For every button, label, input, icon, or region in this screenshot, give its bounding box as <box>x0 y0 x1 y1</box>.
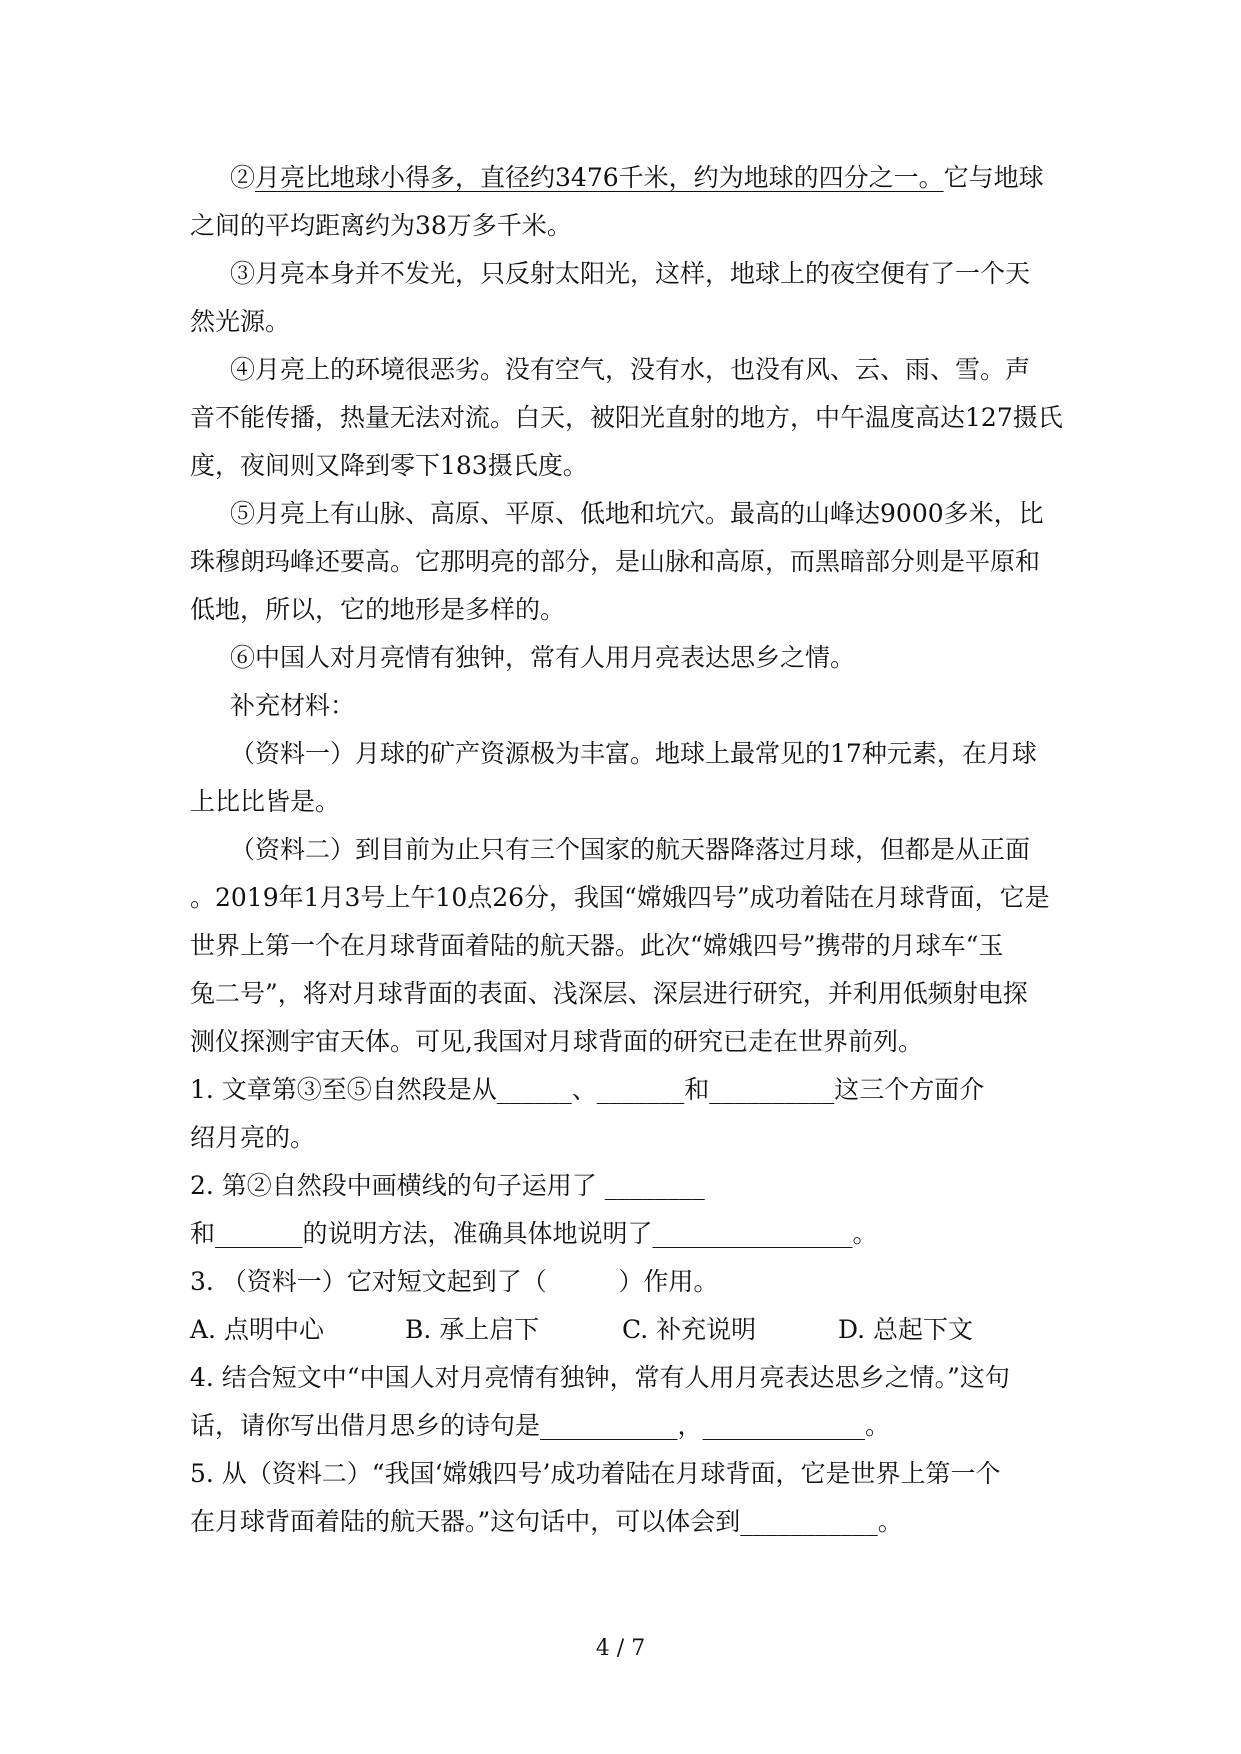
paragraph-2-line-2: 之间的平均距离约为38万多千米。 <box>190 211 572 240</box>
page-number: 4 / 7 <box>595 1636 646 1661</box>
question-3-option-b: B. 承上启下 <box>405 1315 540 1344</box>
question-2-line-2: 和_______的说明方法，准确具体地说明了________________。 <box>190 1219 878 1248</box>
paragraph-4-line-3: 度，夜间则又降到零下183摄氏度。 <box>190 451 588 480</box>
paragraph-4-line-1: ④月亮上的环境很恶劣。没有空气，没有水，也没有风、云、雨、雪。声 <box>230 355 1031 384</box>
material-1-line-1: （资料一）月球的矿产资源极为丰富。地球上最常见的17种元素，在月球 <box>230 739 1037 768</box>
paragraph-4-line-2: 音不能传播，热量无法对流。白天，被阳光直射的地方，中午温度高达127摄氏 <box>190 403 1063 432</box>
paragraph-5-line-1: ⑤月亮上有山脉、高原、平原、低地和坑穴。最高的山峰达9000多米，比 <box>230 499 1044 528</box>
question-4-line-1: 4. 结合短文中“中国人对月亮情有独钟，常有人用月亮表达思乡之情。”这句 <box>190 1363 1010 1392</box>
paragraph-3-line-2: 然光源。 <box>190 307 291 336</box>
question-5-line-1: 5. 从（资料二）“我国‘嫦娥四号’成功着陆在月球背面，它是世界上第一个 <box>190 1459 1001 1488</box>
question-3-line-1: 3. （资料一）它对短文起到了（ ）作用。 <box>190 1267 719 1296</box>
paragraph-5-line-2: 珠穆朗玛峰还要高。它那明亮的部分，是山脉和高原，而黑暗部分则是平原和 <box>190 547 1041 576</box>
material-1-line-2: 上比比皆是。 <box>190 787 341 816</box>
question-4-line-2: 话，请你写出借月思乡的诗句是___________，_____________。 <box>190 1411 891 1440</box>
material-2-line-4: 兔二号”，将对月球背面的表面、浅深层、深层进行研究，并利用低频射电探 <box>190 979 1028 1008</box>
material-2-line-3: 世界上第一个在月球背面着陆的航天器。此次“嫦娥四号”携带的月球车“玉 <box>190 931 1004 960</box>
question-3-option-d: D. 总起下文 <box>838 1315 974 1344</box>
paragraph-2-line-1 <box>230 162 1044 194</box>
material-2-line-2: 。2019年1月3号上午10点26分，我国“嫦娥四号”成功着陆在月球背面，它是 <box>190 883 1050 912</box>
question-3-option-c: C. 补充说明 <box>622 1315 757 1344</box>
material-2-line-5: 测仪探测宇宙天体。可见,我国对月球背面的研究已走在世界前列。 <box>190 1027 923 1056</box>
supplement-heading: 补充材料： <box>230 691 356 720</box>
question-3-option-a: A. 点明中心 <box>190 1315 324 1344</box>
question-2-line-1: 2. 第②自然段中画横线的句子运用了 ________ <box>190 1171 705 1200</box>
question-1-line-1: 1. 文章第③至⑤自然段是从______、_______和__________这三个方面介 <box>190 1075 985 1104</box>
question-1-line-2: 绍月亮的。 <box>190 1123 316 1152</box>
paragraph-3-line-1: ③月亮本身并不发光，只反射太阳光，这样，地球上的夜空便有了一个天 <box>230 259 1031 288</box>
paragraph-2-rest: 它与地球 <box>943 163 1044 192</box>
paragraph-5-line-3: 低地，所以，它的地形是多样的。 <box>190 595 566 624</box>
paragraph-6-line-1: ⑥中国人对月亮情有独钟，常有人用月亮表达思乡之情。 <box>230 643 856 672</box>
material-2-line-1: （资料二）到目前为止只有三个国家的航天器降落过月球，但都是从正面 <box>230 835 1031 864</box>
paragraph-2-marker: ② <box>230 163 256 192</box>
underlined-sentence: 月亮比地球小得多，直径约3476千米，约为地球的四分之一。 <box>255 163 944 192</box>
question-5-line-2: 在月球背面着陆的航天器。”这句话中，可以体会到___________。 <box>190 1507 903 1536</box>
